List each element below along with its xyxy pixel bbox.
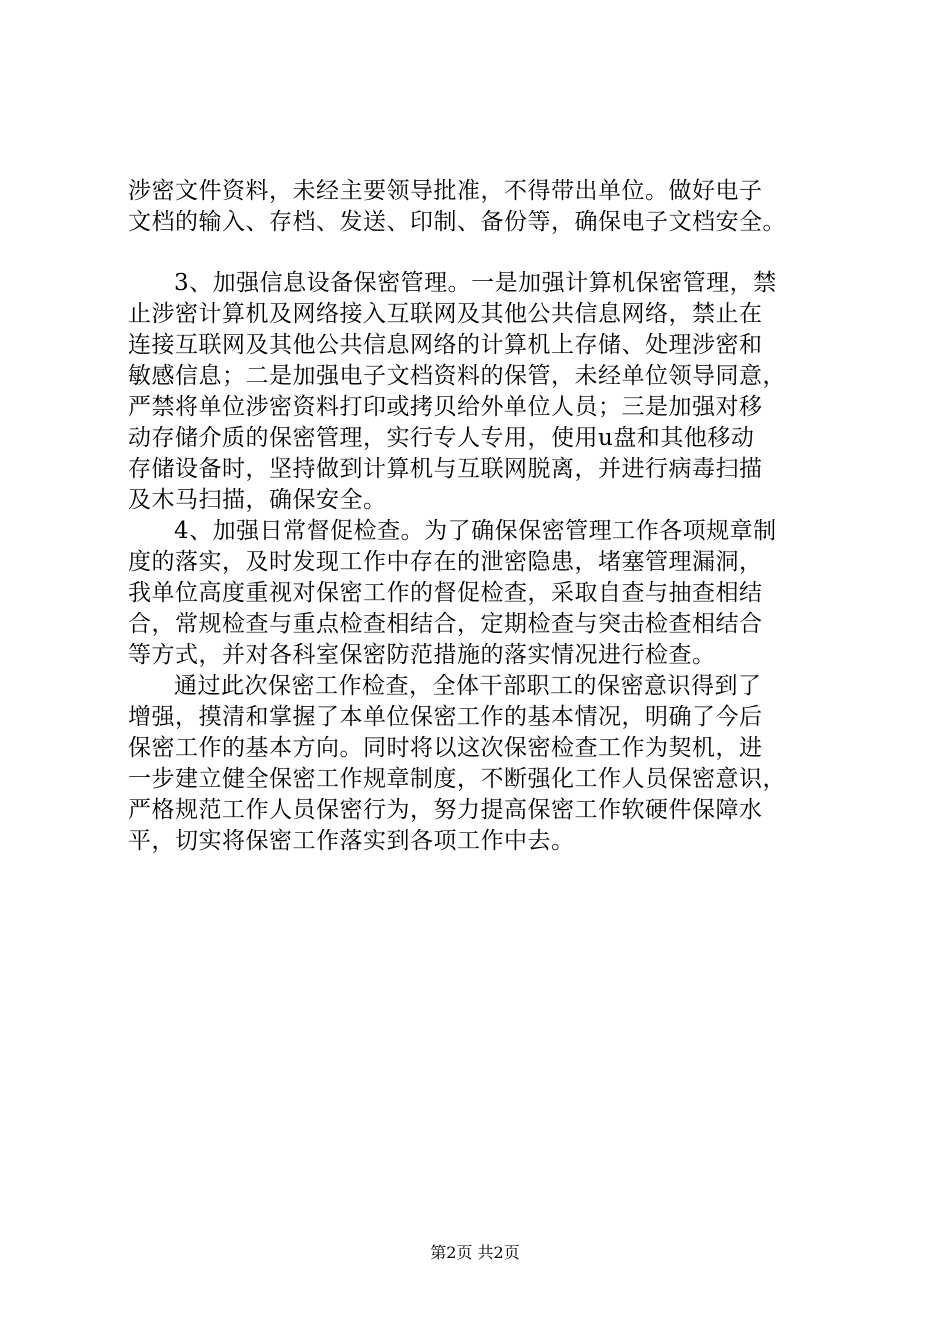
text-line: 涉密文件资料，未经主要领导批准，不得带出单位。做好电子: [128, 178, 763, 204]
document-body: [128, 176, 848, 857]
text-line: 文档的输入、存档、发送、印制、备份等，确保电子文档安全。: [128, 209, 786, 235]
text-line: 一步建立健全保密工作规章制度，不断强化工作人员保密意识，: [128, 766, 786, 792]
text-line: 增强，摸清和掌握了本单位保密工作的基本情况，明确了今后: [128, 704, 763, 730]
page-footer: 第2页 共2页: [430, 1243, 520, 1262]
text-line: 合，常规检查与重点检查相结合，定期检查与突击检查相结合: [128, 611, 763, 637]
text-line: 止涉密计算机及网络接入互联网及其他公共信息网络，禁止在: [128, 301, 763, 327]
text-line: 我单位高度重视对保密工作的督促检查，采取自查与抽查相结: [128, 580, 763, 606]
text-line: 严格规范工作人员保密行为，努力提高保密工作软硬件保障水: [128, 797, 763, 823]
paragraph-conclusion: [128, 671, 848, 857]
paragraph-section-3: [128, 268, 848, 516]
text-line: 敏感信息；二是加强电子文档资料的保管，未经单位领导同意，: [128, 363, 786, 389]
paragraph-gap: [128, 238, 848, 268]
text-line: 动存储介质的保密管理，实行专人专用，使用u盘和其他移动: [128, 425, 755, 451]
text-line: 度的落实，及时发现工作中存在的泄密隐患，堵塞管理漏洞，: [128, 549, 763, 575]
paragraph-intro: [128, 176, 848, 238]
text-line: 3、加强信息设备保密管理。一是加强计算机保密管理，禁: [174, 270, 777, 296]
text-line: 存储设备时，坚持做到计算机与互联网脱离，并进行病毒扫描: [128, 456, 763, 482]
text-line: 通过此次保密工作检查，全体干部职工的保密意识得到了: [174, 673, 762, 699]
paragraph-section-4: [128, 516, 848, 671]
text-line: 及木马扫描，确保安全。: [128, 487, 387, 513]
text-line: 平，切实将保密工作落实到各项工作中去。: [128, 828, 575, 854]
text-line: 等方式，并对各科室保密防范措施的落实情况进行检查。: [128, 642, 716, 668]
text-line: 严禁将单位涉密资料打印或拷贝给外单位人员；三是加强对移: [128, 394, 763, 420]
text-line: 连接互联网及其他公共信息网络的计算机上存储、处理涉密和: [128, 332, 763, 358]
text-line: 4、加强日常督促检查。为了确保保密管理工作各项规章制: [174, 518, 777, 544]
text-line: 保密工作的基本方向。同时将以这次保密检查工作为契机，进: [128, 735, 763, 761]
